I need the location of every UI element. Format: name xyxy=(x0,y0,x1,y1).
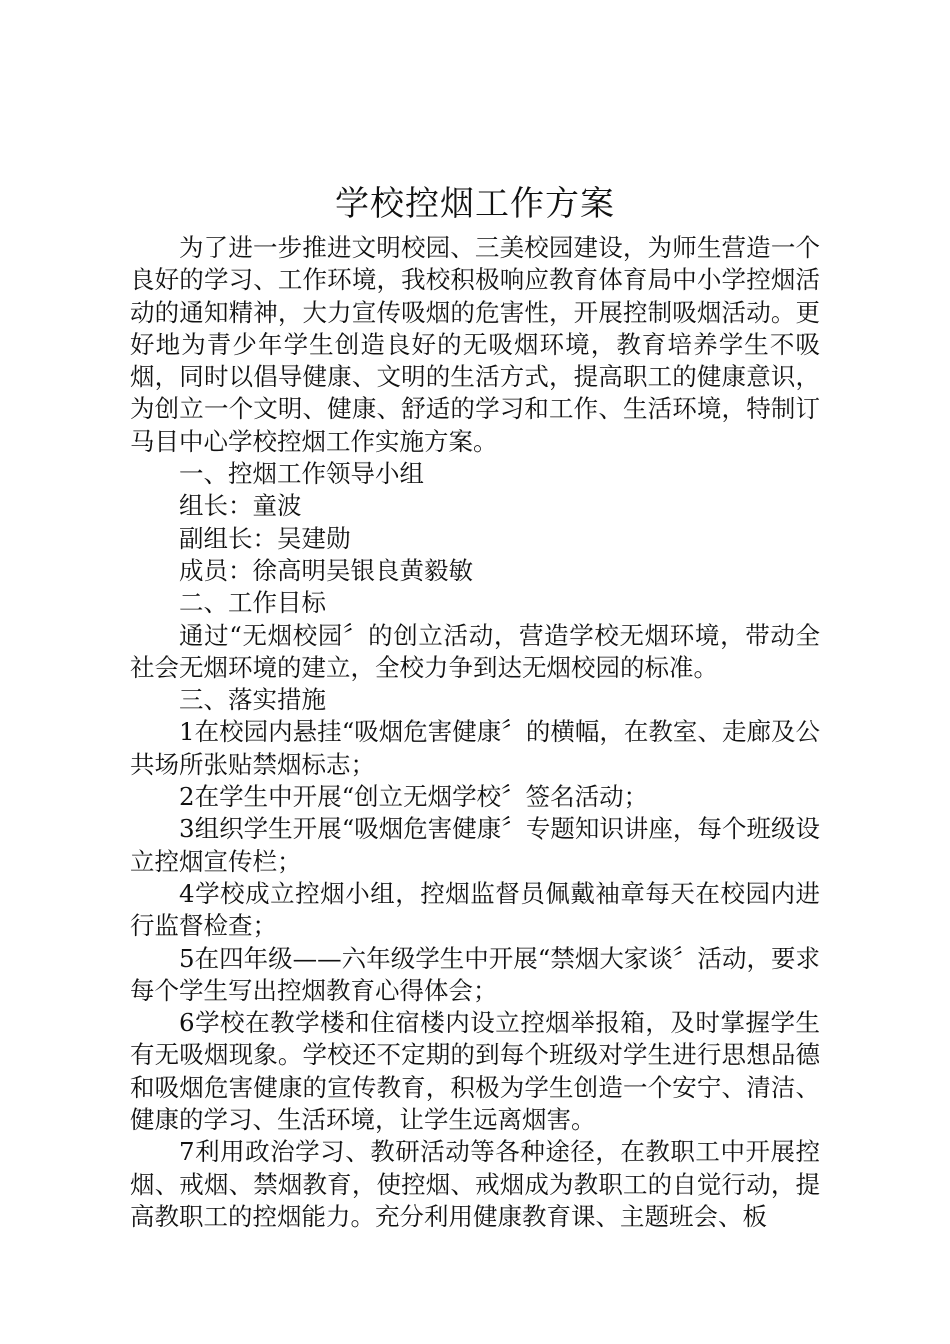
measure-item-3: 3组织学生开展“吸烟危害健康〞专题知识讲座，每个班级设立控烟宣传栏； xyxy=(130,814,820,876)
measure-item-7: 7利用政治学习、教研活动等各种途径，在教职工中开展控烟、戒烟、禁烟教育，使控烟、戒烟成为教职工的自觉行动，提高教职工的控烟能力。充分利用健康教育课、主题班会、板 xyxy=(130,1137,820,1231)
measure-item-1: 1在校园内悬挂“吸烟危害健康〞的横幅，在教室、走廊及公共场所张贴禁烟标志； xyxy=(130,717,820,779)
section-heading-goals: 二、工作目标 xyxy=(179,588,326,618)
section-heading-measures: 三、落实措施 xyxy=(179,685,326,715)
intro-paragraph: 为了进一步推进文明校园、三美校园建设，为师生营造一个良好的学习、工作环境，我校积极响应教育体育局中小学控烟活动的通知精神，大力宣传吸烟的危害性，开展控制吸烟活动。更好地为青少年学生创造良好的无吸烟环境，教育培养学生不吸烟，同时以倡导健康、文明的生活方式，提高职工的健康意识，为创立一个文明、健康、舒适的学习和工作、生活环境，特制订马目中心学校控烟工作实施方案。 xyxy=(130,233,820,456)
measure-item-5: 5在四年级——六年级学生中开展“禁烟大家谈〞活动，要求每个学生写出控烟教育心得体会； xyxy=(130,943,820,1005)
members-line: 成员：徐高明吴银良黄毅敏 xyxy=(179,555,473,585)
measure-item-6: 6学校在教学楼和住宿楼内设立控烟举报箱，及时掌握学生有无吸烟现象。学校还不定期的到每个班级对学生进行思想品德和吸烟危害健康的宣传教育，积极为学生创造一个安宁、清洁、健康的学习、生活环境，让学生远离烟害。 xyxy=(130,1008,820,1135)
section-heading-leadership: 一、控烟工作领导小组 xyxy=(179,459,424,489)
measure-item-4: 4学校成立控烟小组，控烟监督员佩戴袖章每天在校园内进行监督检查； xyxy=(130,878,820,941)
deputy-leader-line: 副组长：吴建勋 xyxy=(179,523,351,553)
document-title: 学校控烟工作方案 xyxy=(335,184,615,224)
team-leader-line: 组长：童波 xyxy=(179,491,302,521)
document-body xyxy=(130,232,820,1233)
measure-item-2: 2在学生中开展“创立无烟学校〞签名活动； xyxy=(179,782,649,812)
goals-paragraph: 通过“无烟校园〞的创立活动，营造学校无烟环境，带动全社会无烟环境的建立，全校力争到达无烟校园的标准。 xyxy=(130,620,820,682)
